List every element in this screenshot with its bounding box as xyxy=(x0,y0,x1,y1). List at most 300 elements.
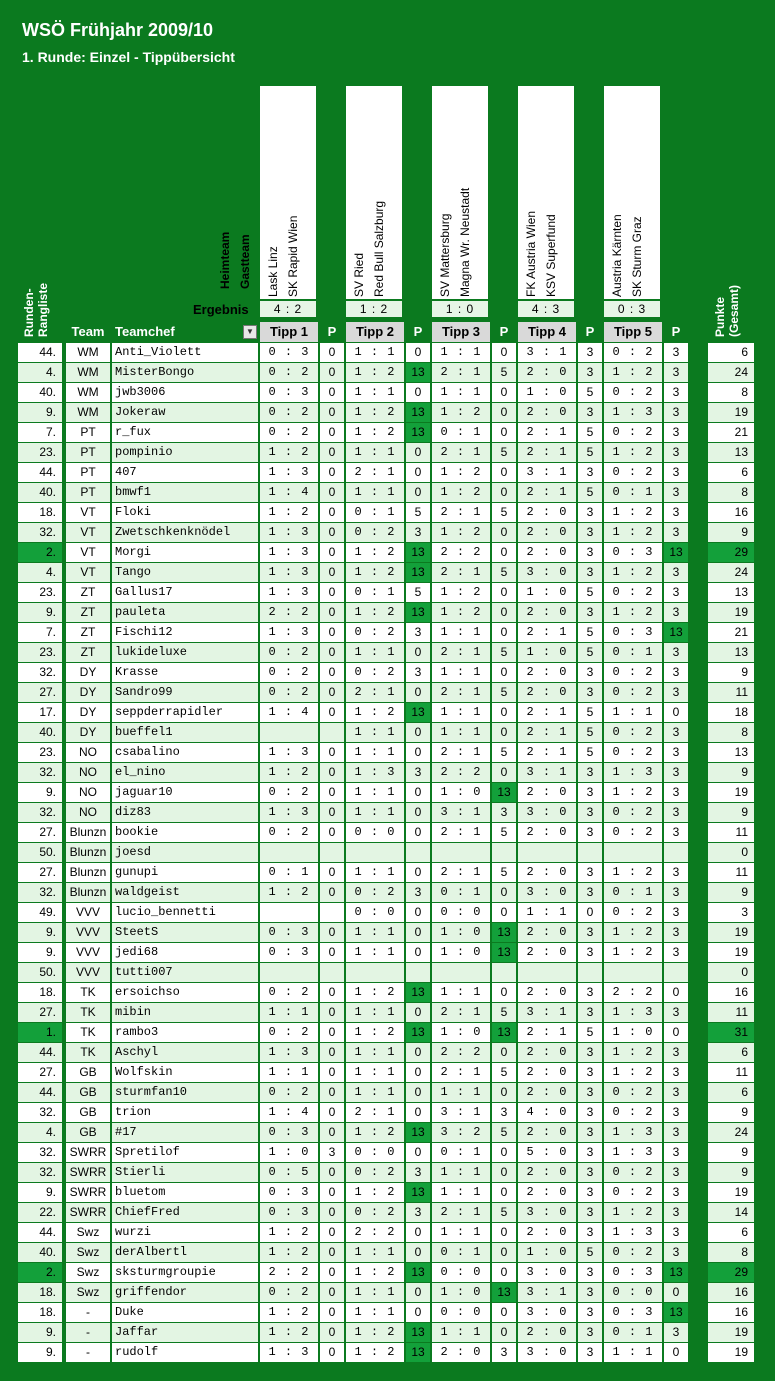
points-cell: 3 xyxy=(578,1163,602,1182)
tipp-cell: 1 : 3 xyxy=(604,1223,662,1242)
points-cell: 0 xyxy=(320,803,344,822)
points-cell: 5 xyxy=(406,503,430,522)
points-cell: 0 xyxy=(492,343,516,362)
points-cell: 5 xyxy=(578,623,602,642)
teamchef-cell: ChiefFred xyxy=(112,1203,258,1222)
points-cell: 3 xyxy=(664,523,688,542)
rank-cell: 9. xyxy=(18,943,62,962)
points-cell: 3 xyxy=(664,1243,688,1262)
points-cell xyxy=(406,963,430,982)
tipp-cell: 1 : 1 xyxy=(432,1223,490,1242)
tipp-cell: 1 : 2 xyxy=(260,763,318,782)
points-cell: 3 xyxy=(578,1323,602,1342)
tipp-cell: 2 : 1 xyxy=(432,1203,490,1222)
tipp-cell: 0 : 2 xyxy=(604,803,662,822)
points-cell: 3 xyxy=(578,503,602,522)
teamchef-cell: derAlbertl xyxy=(112,1243,258,1262)
teamchef-cell: sksturmgroupie xyxy=(112,1263,258,1282)
tipp-cell: 0 : 2 xyxy=(346,623,404,642)
total-cell: 21 xyxy=(708,623,754,642)
points-cell: 0 xyxy=(492,903,516,922)
table-row xyxy=(0,963,775,983)
tipp-cell: 1 : 1 xyxy=(346,443,404,462)
tipp-cell: 1 : 1 xyxy=(518,903,576,922)
tipp-cell: 5 : 0 xyxy=(518,1143,576,1162)
team-cell: - xyxy=(66,1323,110,1342)
match-box-5 xyxy=(604,86,660,299)
points-cell: 3 xyxy=(664,1183,688,1202)
tipp-cell: 0 : 2 xyxy=(604,723,662,742)
teamchef-cell: Fischi12 xyxy=(112,623,258,642)
teamchef-cell: Anti_Violett xyxy=(112,343,258,362)
col-tipp2[interactable]: Tipp 2 xyxy=(346,322,404,342)
teamchef-cell: sturmfan10 xyxy=(112,1083,258,1102)
match-away-team: SK Sturm Graz xyxy=(630,216,644,297)
tipp-cell: 2 : 0 xyxy=(518,943,576,962)
points-cell: 3 xyxy=(578,863,602,882)
tipp-cell: 0 : 2 xyxy=(604,1083,662,1102)
tipp-cell: 0 : 2 xyxy=(346,1203,404,1222)
tipp-cell: 1 : 1 xyxy=(346,1283,404,1302)
tipp-cell: 1 : 0 xyxy=(432,783,490,802)
table-row xyxy=(0,1163,775,1183)
team-cell: DY xyxy=(66,663,110,682)
tipp-cell: 0 : 0 xyxy=(346,903,404,922)
heimteam-label: Heimteam xyxy=(218,231,232,289)
tipp-cell: 2 : 0 xyxy=(518,1223,576,1242)
col-tipp5[interactable]: Tipp 5 xyxy=(604,322,662,342)
points-cell: 0 xyxy=(320,1063,344,1082)
points-cell: 0 xyxy=(492,663,516,682)
tipp-cell: 0 : 3 xyxy=(604,1303,662,1322)
tipp-cell: 1 : 2 xyxy=(432,583,490,602)
tipp-cell: 2 : 0 xyxy=(518,503,576,522)
tipp-cell: 0 : 2 xyxy=(260,1283,318,1302)
total-cell: 29 xyxy=(708,543,754,562)
rank-cell: 22. xyxy=(18,1203,62,1222)
match-home-team: Lask Linz xyxy=(266,246,280,297)
points-cell: 0 xyxy=(664,1343,688,1362)
rank-cell: 44. xyxy=(18,1043,62,1062)
table-row xyxy=(0,903,775,923)
rank-cell: 23. xyxy=(18,643,62,662)
team-cell: GB xyxy=(66,1083,110,1102)
tipp-cell: 1 : 2 xyxy=(604,1203,662,1222)
total-cell: 19 xyxy=(708,403,754,422)
tipp-cell: 0 : 2 xyxy=(260,823,318,842)
table-row xyxy=(0,443,775,463)
points-cell: 3 xyxy=(578,403,602,422)
tipp-cell: 1 : 0 xyxy=(518,1243,576,1262)
tipp-cell: 1 : 2 xyxy=(260,1223,318,1242)
rank-cell: 44. xyxy=(18,463,62,482)
points-cell: 3 xyxy=(664,823,688,842)
total-cell: 16 xyxy=(708,1303,754,1322)
table-row xyxy=(0,483,775,503)
points-cell: 0 xyxy=(406,943,430,962)
points-cell: 3 xyxy=(578,523,602,542)
points-cell: 0 xyxy=(406,483,430,502)
points-cell: 0 xyxy=(320,523,344,542)
table-row xyxy=(0,563,775,583)
points-cell: 0 xyxy=(320,1123,344,1142)
col-teamchef[interactable]: Teamchef xyxy=(115,324,175,339)
team-cell: ZT xyxy=(66,643,110,662)
rank-cell: 40. xyxy=(18,483,62,502)
table-row xyxy=(0,1023,775,1043)
team-cell: TK xyxy=(66,1043,110,1062)
points-cell: 3 xyxy=(664,603,688,622)
col-p5: P xyxy=(671,324,681,339)
col-tipp4[interactable]: Tipp 4 xyxy=(518,322,576,342)
rank-cell: 9. xyxy=(18,783,62,802)
points-cell: 5 xyxy=(492,1203,516,1222)
team-cell: VT xyxy=(66,503,110,522)
teamchef-cell: Aschyl xyxy=(112,1043,258,1062)
points-cell: 0 xyxy=(320,403,344,422)
points-cell: 5 xyxy=(578,1023,602,1042)
tipp-cell: 2 : 2 xyxy=(260,603,318,622)
points-cell: 0 xyxy=(320,1263,344,1282)
rank-cell: 4. xyxy=(18,563,62,582)
tipp-cell: 1 : 1 xyxy=(432,983,490,1002)
rank-cell: 27. xyxy=(18,683,62,702)
tipp-cell: 1 : 2 xyxy=(260,883,318,902)
team-cell: WM xyxy=(66,383,110,402)
tipp-cell: 0 : 2 xyxy=(604,383,662,402)
tipp-cell: 2 : 2 xyxy=(432,763,490,782)
points-cell: 3 xyxy=(578,923,602,942)
total-cell: 9 xyxy=(708,523,754,542)
table-row xyxy=(0,923,775,943)
tipp-cell: 0 : 2 xyxy=(604,903,662,922)
teamchef-cell: wurzi xyxy=(112,1223,258,1242)
tipp-cell: 0 : 1 xyxy=(432,1143,490,1162)
points-cell: 3 xyxy=(664,363,688,382)
rank-cell: 18. xyxy=(18,1303,62,1322)
points-cell: 13 xyxy=(406,703,430,722)
rank-cell: 4. xyxy=(18,1123,62,1142)
points-cell: 0 xyxy=(320,363,344,382)
tipp-cell: 1 : 2 xyxy=(346,1263,404,1282)
tipp-cell: 1 : 1 xyxy=(346,1003,404,1022)
dropdown-arrow-icon[interactable]: ▼ xyxy=(243,325,257,339)
points-cell xyxy=(664,843,688,862)
points-cell xyxy=(320,963,344,982)
points-cell: 5 xyxy=(492,823,516,842)
tipp-cell: 1 : 2 xyxy=(432,403,490,422)
tipp-cell: 1 : 2 xyxy=(604,863,662,882)
col-team[interactable]: Team xyxy=(71,324,105,339)
points-cell: 0 xyxy=(406,803,430,822)
tipp-cell: 0 : 2 xyxy=(604,1163,662,1182)
points-cell: 0 xyxy=(492,1043,516,1062)
table-row xyxy=(0,1063,775,1083)
points-cell: 0 xyxy=(320,823,344,842)
teamchef-cell: rambo3 xyxy=(112,1023,258,1042)
points-cell: 13 xyxy=(406,403,430,422)
tipp-cell xyxy=(432,843,490,862)
points-cell: 3 xyxy=(578,823,602,842)
rank-cell: 32. xyxy=(18,803,62,822)
points-cell: 3 xyxy=(578,883,602,902)
team-cell: WM xyxy=(66,363,110,382)
rank-cell: 49. xyxy=(18,903,62,922)
tipp-cell: 0 : 2 xyxy=(346,523,404,542)
total-cell: 11 xyxy=(708,823,754,842)
rank-cell: 44. xyxy=(18,1083,62,1102)
team-cell: ZT xyxy=(66,623,110,642)
tipp-cell: 2 : 0 xyxy=(518,823,576,842)
total-cell: 16 xyxy=(708,983,754,1002)
tipp-cell: 1 : 1 xyxy=(260,1003,318,1022)
tipp-cell: 1 : 3 xyxy=(604,1003,662,1022)
total-cell: 9 xyxy=(708,803,754,822)
points-cell: 0 xyxy=(320,1083,344,1102)
tipp-cell: 0 : 0 xyxy=(432,1303,490,1322)
tipp-cell: 2 : 2 xyxy=(260,1263,318,1282)
points-cell: 3 xyxy=(578,1143,602,1162)
points-cell: 3 xyxy=(406,623,430,642)
col-tipp1[interactable]: Tipp 1 xyxy=(260,322,318,342)
points-cell: 0 xyxy=(320,703,344,722)
team-cell: SWRR xyxy=(66,1143,110,1162)
tipp-cell: 0 : 2 xyxy=(604,743,662,762)
tipp-cell: 0 : 3 xyxy=(260,1123,318,1142)
tipp-cell: 0 : 1 xyxy=(346,583,404,602)
points-cell: 0 xyxy=(320,343,344,362)
points-cell: 3 xyxy=(664,563,688,582)
tipp-cell: 0 : 1 xyxy=(260,863,318,882)
match-result-4: 4 : 3 xyxy=(518,301,574,317)
points-cell: 0 xyxy=(492,1323,516,1342)
teamchef-cell: jaguar10 xyxy=(112,783,258,802)
tipp-cell: 1 : 1 xyxy=(346,1043,404,1062)
tipp-cell xyxy=(260,903,318,922)
points-cell: 0 xyxy=(320,1203,344,1222)
points-cell: 3 xyxy=(578,1083,602,1102)
tipp-cell: 1 : 1 xyxy=(346,643,404,662)
teamchef-cell: r_fux xyxy=(112,423,258,442)
col-tipp3[interactable]: Tipp 3 xyxy=(432,322,490,342)
col-p3: P xyxy=(499,324,509,339)
tipp-cell: 2 : 0 xyxy=(432,1343,490,1362)
points-cell: 3 xyxy=(664,923,688,942)
col-p4: P xyxy=(585,324,595,339)
tipp-cell: 1 : 0 xyxy=(432,1283,490,1302)
tipp-cell: 1 : 0 xyxy=(518,643,576,662)
points-cell: 5 xyxy=(492,683,516,702)
teamchef-cell: el_nino xyxy=(112,763,258,782)
points-cell: 5 xyxy=(492,643,516,662)
rank-cell: 9. xyxy=(18,1323,62,1342)
points-cell: 0 xyxy=(320,1023,344,1042)
tipp-cell: 1 : 1 xyxy=(346,1303,404,1322)
tipp-cell: 3 : 1 xyxy=(432,803,490,822)
tipp-cell: 1 : 2 xyxy=(604,443,662,462)
points-cell: 0 xyxy=(492,723,516,742)
table-row xyxy=(0,643,775,663)
total-cell: 13 xyxy=(708,743,754,762)
tipp-cell: 1 : 1 xyxy=(432,1083,490,1102)
points-cell: 0 xyxy=(492,543,516,562)
points-cell: 13 xyxy=(492,943,516,962)
rank-cell: 7. xyxy=(18,623,62,642)
points-cell: 0 xyxy=(492,483,516,502)
teamchef-cell: Sandro99 xyxy=(112,683,258,702)
total-cell: 24 xyxy=(708,363,754,382)
table-row xyxy=(0,523,775,543)
tipp-cell: 1 : 1 xyxy=(346,743,404,762)
tipp-cell: 2 : 1 xyxy=(432,683,490,702)
match-result-1: 4 : 2 xyxy=(260,301,316,317)
points-cell: 3 xyxy=(578,683,602,702)
points-cell: 0 xyxy=(320,783,344,802)
tipp-cell: 0 : 2 xyxy=(346,1163,404,1182)
points-cell: 0 xyxy=(492,983,516,1002)
match-box-1 xyxy=(260,86,316,299)
rank-cell: 32. xyxy=(18,1143,62,1162)
tipp-cell: 0 : 2 xyxy=(604,823,662,842)
points-cell: 3 xyxy=(664,383,688,402)
points-cell: 13 xyxy=(406,1183,430,1202)
rank-cell: 9. xyxy=(18,603,62,622)
tipp-cell: 0 : 2 xyxy=(260,423,318,442)
teamchef-cell: mibin xyxy=(112,1003,258,1022)
tipp-cell: 1 : 3 xyxy=(604,1123,662,1142)
tipp-cell: 2 : 0 xyxy=(518,783,576,802)
tipp-cell: 2 : 1 xyxy=(518,423,576,442)
points-cell: 3 xyxy=(664,1003,688,1022)
tipp-cell: 0 : 2 xyxy=(260,363,318,382)
tipp-cell: 2 : 1 xyxy=(518,483,576,502)
table-row xyxy=(0,1003,775,1023)
points-cell: 5 xyxy=(406,583,430,602)
tipp-cell: 1 : 3 xyxy=(260,523,318,542)
teamchef-cell: pompinio xyxy=(112,443,258,462)
tipp-cell: 2 : 1 xyxy=(432,563,490,582)
points-cell: 3 xyxy=(664,1323,688,1342)
tipp-cell: 0 : 2 xyxy=(604,583,662,602)
tipp-cell: 1 : 1 xyxy=(432,663,490,682)
rank-cell: 32. xyxy=(18,1163,62,1182)
team-cell: Swz xyxy=(66,1263,110,1282)
points-cell: 3 xyxy=(578,1063,602,1082)
points-cell: 5 xyxy=(578,423,602,442)
points-cell: 3 xyxy=(578,803,602,822)
tipp-cell: 0 : 3 xyxy=(260,1203,318,1222)
points-cell: 0 xyxy=(320,983,344,1002)
points-cell: 3 xyxy=(578,363,602,382)
points-cell: 3 xyxy=(578,1223,602,1242)
points-cell: 3 xyxy=(664,803,688,822)
points-cell: 0 xyxy=(320,883,344,902)
total-cell: 6 xyxy=(708,1083,754,1102)
table-row xyxy=(0,663,775,683)
teamchef-cell: jwb3006 xyxy=(112,383,258,402)
points-cell: 0 xyxy=(492,623,516,642)
team-cell: VT xyxy=(66,563,110,582)
rank-cell: 23. xyxy=(18,743,62,762)
match-result-3: 1 : 0 xyxy=(432,301,488,317)
team-cell: DY xyxy=(66,723,110,742)
teamchef-cell: Zwetschkenknödel xyxy=(112,523,258,542)
points-cell: 0 xyxy=(320,943,344,962)
teamchef-cell: bluetom xyxy=(112,1183,258,1202)
tipp-cell: 0 : 3 xyxy=(604,543,662,562)
rank-cell: 32. xyxy=(18,883,62,902)
points-cell: 0 xyxy=(492,383,516,402)
points-cell: 3 xyxy=(664,1083,688,1102)
points-cell: 0 xyxy=(492,463,516,482)
table-row xyxy=(0,1243,775,1263)
tipp-cell: 1 : 2 xyxy=(432,523,490,542)
points-cell: 0 xyxy=(406,1283,430,1302)
points-cell: 3 xyxy=(664,883,688,902)
table-row xyxy=(0,1303,775,1323)
tipp-cell: 1 : 3 xyxy=(260,1343,318,1362)
tipp-cell: 1 : 0 xyxy=(518,383,576,402)
col-p2: P xyxy=(413,324,423,339)
tipp-cell: 1 : 1 xyxy=(346,803,404,822)
tipp-cell: 1 : 1 xyxy=(346,923,404,942)
table-row xyxy=(0,1143,775,1163)
teamchef-cell: seppderrapidler xyxy=(112,703,258,722)
tipp-cell: 2 : 1 xyxy=(432,863,490,882)
rank-cell: 32. xyxy=(18,1103,62,1122)
teamchef-cell: bmwf1 xyxy=(112,483,258,502)
points-cell: 3 xyxy=(664,663,688,682)
points-cell: 5 xyxy=(492,363,516,382)
table-row xyxy=(0,503,775,523)
points-cell: 0 xyxy=(492,883,516,902)
points-cell: 3 xyxy=(578,983,602,1002)
points-cell: 3 xyxy=(664,863,688,882)
points-cell: 3 xyxy=(578,603,602,622)
tipp-cell: 0 : 3 xyxy=(260,923,318,942)
match-home-team: SV Mattersburg xyxy=(438,213,452,297)
tipp-cell: 2 : 1 xyxy=(518,1023,576,1042)
points-cell: 0 xyxy=(406,643,430,662)
table-row xyxy=(0,743,775,763)
points-cell: 0 xyxy=(406,1063,430,1082)
points-cell: 5 xyxy=(578,1243,602,1262)
tipp-cell: 2 : 1 xyxy=(432,823,490,842)
tipp-cell: 1 : 3 xyxy=(260,1043,318,1062)
tipp-cell: 0 : 2 xyxy=(604,683,662,702)
points-cell: 13 xyxy=(406,1343,430,1362)
rank-cell: 18. xyxy=(18,503,62,522)
points-cell: 13 xyxy=(492,783,516,802)
tipp-cell: 2 : 0 xyxy=(518,403,576,422)
total-cell: 19 xyxy=(708,1343,754,1362)
table-row xyxy=(0,803,775,823)
teamchef-cell: lucio_bennetti xyxy=(112,903,258,922)
points-cell: 0 xyxy=(406,683,430,702)
tipp-cell: 1 : 2 xyxy=(346,403,404,422)
tipp-cell: 0 : 1 xyxy=(346,503,404,522)
team-cell: SWRR xyxy=(66,1163,110,1182)
points-cell: 3 xyxy=(664,1223,688,1242)
table-row xyxy=(0,343,775,363)
teamchef-cell: Morgi xyxy=(112,543,258,562)
points-cell: 3 xyxy=(664,763,688,782)
points-cell: 0 xyxy=(320,603,344,622)
points-cell: 0 xyxy=(492,423,516,442)
tipp-cell: 1 : 3 xyxy=(604,763,662,782)
points-cell: 0 xyxy=(320,1043,344,1062)
points-cell: 13 xyxy=(492,923,516,942)
